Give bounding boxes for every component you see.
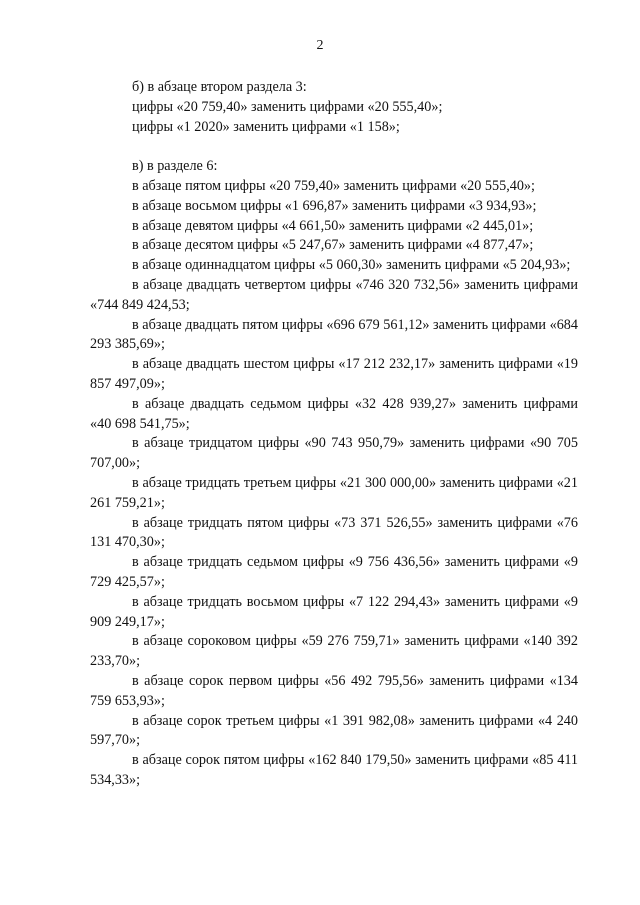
- amendment-paragraph: в абзаце тридцать третьем цифры «21 300 000,00» заменить цифрами «21 261 759,21»;: [90, 474, 578, 511]
- amendment-line: в абзаце десятом цифры «5 247,67» заменить цифрами «4 877,47»;: [132, 237, 534, 254]
- section-b-line: цифры «20 759,40» заменить цифрами «20 555,40»;: [132, 98, 443, 115]
- amendment-paragraph: в абзаце сорок пятом цифры «162 840 179,50» заменить цифрами «85 411 534,33»;: [90, 752, 578, 788]
- amendment-paragraph: в абзаце сороковом цифры «59 276 759,71» заменить цифрами «140 392 233,70»;: [90, 633, 578, 670]
- amendment-paragraph: в абзаце двадцать шестом цифры «17 212 232,17» заменить цифрами «19 857 497,09»;: [90, 356, 578, 392]
- document-body: [90, 78, 578, 791]
- section-c-heading: в) в разделе 6:: [132, 158, 218, 175]
- section-b-line: цифры «1 2020» заменить цифрами «1 158»;: [132, 118, 400, 135]
- amendment-paragraph: в абзаце тридцать восьмом цифры «7 122 294,43» заменить цифрами «9 909 249,17»;: [90, 593, 578, 630]
- amendment-line: в абзаце девятом цифры «4 661,50» заменить цифрами «2 445,01»;: [132, 217, 534, 234]
- amendment-paragraph: в абзаце двадцать пятом цифры «696 679 561,12» заменить цифрами «684 293 385,69»;: [90, 316, 578, 353]
- amendment-paragraph: в абзаце двадцать четвертом цифры «746 320 732,56» заменить цифрами «744 849 424,53;: [90, 276, 578, 313]
- amendment-paragraph: в абзаце двадцать седьмом цифры «32 428 939,27» заменить цифрами «40 698 541,75»;: [90, 395, 578, 432]
- amendment-line: в абзаце пятом цифры «20 759,40» заменить цифрами «20 555,40»;: [132, 177, 535, 194]
- page-number: 2: [316, 38, 324, 53]
- amendment-paragraph: в абзаце тридцать пятом цифры «73 371 526,55» заменить цифрами «76 131 470,30»;: [90, 514, 578, 551]
- amendment-paragraph: в абзаце сорок первом цифры «56 492 795,56» заменить цифрами «134 759 653,93»;: [90, 672, 578, 709]
- section-b-heading: б) в абзаце втором раздела 3:: [132, 79, 307, 95]
- amendment-paragraph: в абзаце тридцать седьмом цифры «9 756 436,56» заменить цифрами «9 729 425,57»;: [90, 554, 578, 590]
- amendment-paragraph: в абзаце сорок третьем цифры «1 391 982,08» заменить цифрами «4 240 597,70»;: [90, 712, 578, 749]
- amendment-paragraph: в абзаце одиннадцатом цифры «5 060,30» заменить цифрами «5 204,93»;: [132, 257, 571, 274]
- blank-line: [90, 137, 578, 157]
- amendment-line: в абзаце восьмом цифры «1 696,87» заменить цифрами «3 934,93»;: [132, 197, 537, 214]
- amendment-paragraph: в абзаце тридцатом цифры «90 743 950,79» заменить цифрами «90 705 707,00»;: [90, 435, 578, 472]
